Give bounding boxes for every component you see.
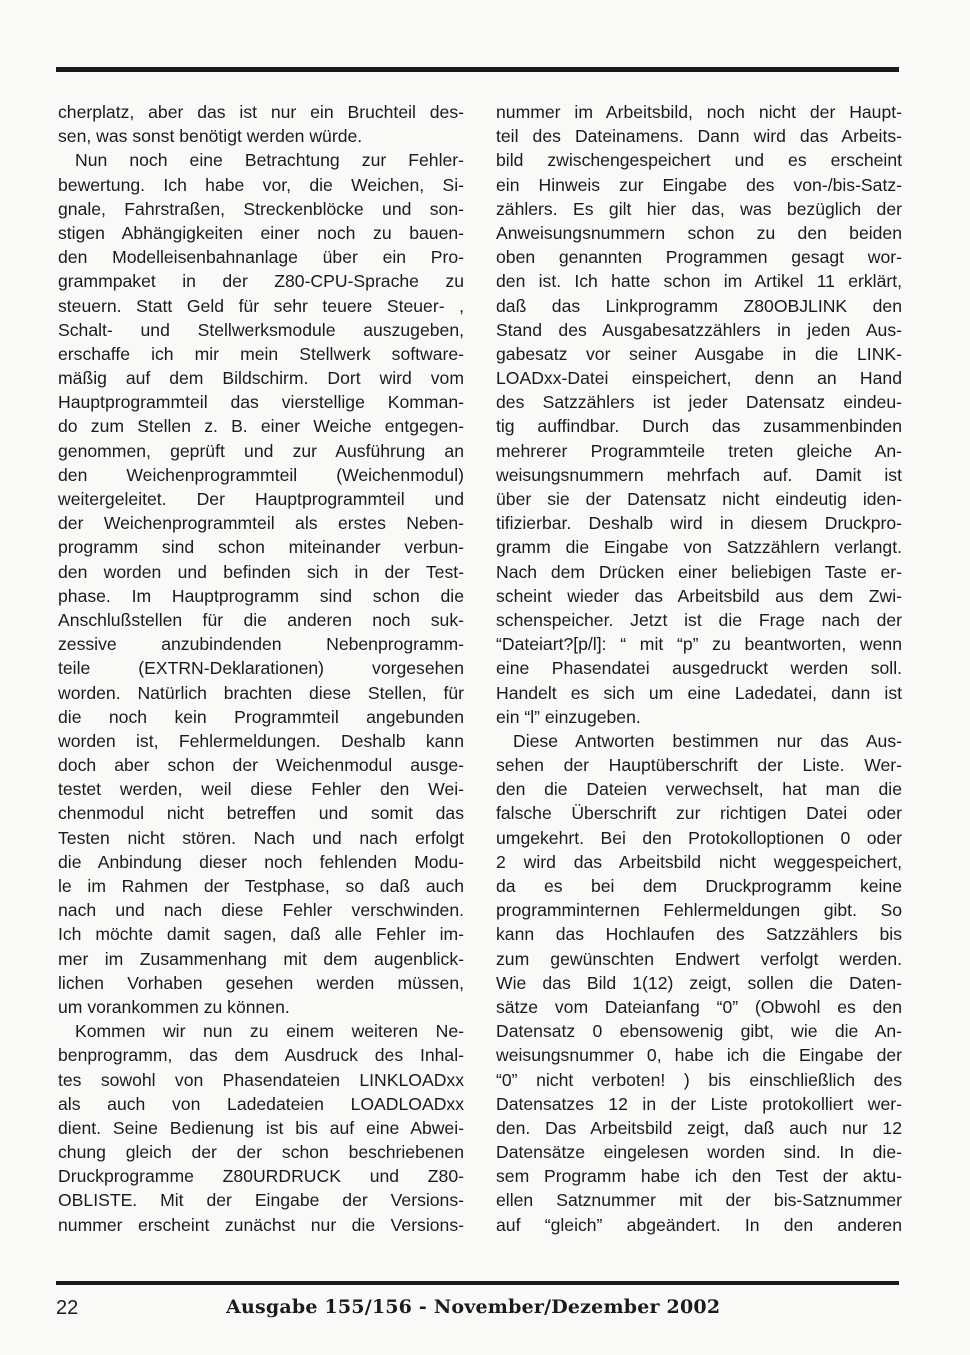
text-line: doch aber schon der Weichenmodul ausge- [58,755,464,776]
text-line: eine Phasendatei ausgedruckt werden soll. [496,658,902,679]
text-line: bewertung. Ich habe vor, die Weichen, Si- [58,174,464,195]
text-line: “0” nicht verboten! ) bis einschließlich des [496,1069,902,1090]
text-line: Handelt es sich um eine Ladedatei, dann ist [496,682,902,703]
text-line: “Dateiart?[p/l]: “ mit “p” zu beantworten, wenn [496,634,902,655]
text-line: tig auffindbar. Durch das zusammenbinden [496,416,902,437]
text-line: lichen Vorhaben gesehen werden müssen, [58,972,464,993]
text-line: OBLISTE. Mit der Eingabe der Versions- [58,1190,464,1211]
text-line: da es bei dem Druckprogramm keine [496,876,902,896]
text-line: 2 wird das Arbeitsbild nicht weggespeichert, [496,851,902,872]
text-line: steuern. Statt Geld für sehr teuere Steuer- , [58,295,464,316]
text-line: mer im Zusammenhang mit dem augenblick- [58,948,464,969]
text-line: Hauptprogrammteil das vierstellige Komman- [58,392,464,413]
text-line: programm sind schon miteinander verbun- [58,537,464,558]
text-line: mäßig auf dem Bildschirm. Dort wird vom [58,368,464,389]
text-line: sen, was sonst benötigt werden würde. [58,126,363,147]
text-line: benprogramm, das dem Ausdruck des Inhal- [58,1045,464,1066]
text-line: chung gleich der der schon beschriebenen [58,1142,464,1163]
text-line: Druckprogramme Z80URDRUCK und Z80- [58,1166,464,1187]
text-line: zessive anzubindenden Nebenprogramm- [58,634,464,655]
text-line: Schalt- und Stellwerksmodule auszugeben, [58,319,464,340]
text-line: worden. Natürlich brachten diese Stellen, für [58,682,464,703]
text-line: worden ist, Fehlermeldungen. Deshalb kann [58,730,464,751]
text-line: über sie der Datensatz nicht eindeutig iden- [496,489,902,509]
text-line: kann das Hochlaufen des Satzzählers bis [496,924,902,945]
text-line: auf “gleich” abgeändert. In den anderen [496,1214,902,1235]
text-line: dient. Seine Bedienung ist bis auf eine Abwei- [58,1117,464,1138]
text-line: grammpaket in der Z80-CPU-Sprache zu [58,271,464,292]
text-line: teil des Dateinamens. Dann wird das Arbeits- [496,126,902,147]
text-line: Datensätze eingelesen worden sind. In die- [496,1142,902,1163]
text-line: zum gewünschten Endwert verfolgt werden. [496,948,902,969]
text-line: Datensatz 0 ebensowenig gibt, wie die An- [496,1021,902,1042]
text-line: den. Das Arbeitsbild zeigt, daß auch nur 12 [496,1117,902,1138]
text-line: den worden und befinden sich in der Test- [58,561,464,582]
text-line: tes sowohl von Phasendateien LINKLOADxx [58,1069,464,1090]
text-line: die noch kein Programmteil angebunden [58,706,464,727]
text-line: Ich möchte damit sagen, daß alle Fehler im- [58,924,464,945]
text-line: stigen Abhängigkeiten einer noch zu bauen- [58,222,464,243]
text-line: nummer erscheint zunächst nur die Versions- [58,1214,464,1235]
text-line: weitergeleitet. Der Hauptprogrammteil und [58,489,464,509]
text-line: den Weichenprogrammteil (Weichenmodul) [58,464,464,485]
text-line: LOADxx-Datei einspeichert, denn an Hand [496,368,902,389]
text-line: zählers. Es gilt hier das, was bezüglich der [496,198,902,219]
text-line: die Anbindung dieser noch fehlenden Modu- [58,851,464,872]
text-line: daß das Linkprogramm Z80OBJLINK den [496,295,902,316]
bottom-rule [56,1281,899,1285]
page-number: 22 [56,1297,79,1319]
text-line: nummer im Arbeitsbild, noch nicht der Haupt- [496,102,902,122]
text-line: weisungsnummern mehrfach auf. Damit ist [496,464,902,485]
text-line: schenspeicher. Jetzt ist die Frage nach der [496,609,902,630]
top-rule [56,67,899,72]
text-line: ein “l” einzugeben. [496,706,641,727]
text-line: Stand des Ausgabesatzzählers in jeden Aus- [496,319,902,340]
text-line: Anschlußstellen für die anderen noch suk- [58,609,464,630]
text-line: genommen, geprüft und zur Ausführung an [58,440,464,461]
text-line: erschaffe ich mir mein Stellwerk software- [58,343,464,364]
text-line: gabesatz vor seiner Ausgabe in die LINK- [496,343,902,364]
text-line: teile (EXTRN-Deklarationen) vorgesehen [58,658,464,679]
text-line: gnale, Fahrstraßen, Streckenblöcke und son- [58,198,464,219]
text-line: sätze vom Dateianfang “0” (Obwohl es den [496,996,902,1017]
text-line: Anweisungsnummern schon zu den beiden [496,222,902,243]
text-line: bild zwischengespeichert und es erscheint [496,150,902,171]
text-line: phase. Im Hauptprogramm sind schon die [58,585,464,606]
text-line: ein Hinweis zur Eingabe des von-/bis-Satz- [496,174,902,195]
text-line: Nach dem Drücken einer beliebigen Taste er- [496,561,902,582]
left-column [58,100,464,1237]
text-line: do zum Stellen z. B. einer Weiche entgegen- [58,416,464,437]
right-column [496,100,902,1237]
text-line: Diese Antworten bestimmen nur das Aus- [513,730,902,751]
text-line: Kommen wir nun zu einem weiteren Ne- [75,1021,464,1042]
text-line: nach und nach diese Fehler verschwinden. [58,900,464,921]
text-line: Wie das Bild 1(12) zeigt, sollen die Daten- [496,972,902,993]
text-line: tifizierbar. Deshalb wird in diesem Druckpro- [496,513,902,534]
text-line: als auch von Ladedateien LOADLOADxx [58,1093,464,1114]
text-line: weisungsnummer 0, habe ich die Eingabe der [496,1045,902,1066]
text-line: den die Dateien verwechselt, hat man die [496,779,902,800]
text-line: oben genannten Programmen gesagt wor- [496,247,902,268]
text-line: sem Programm habe ich den Test der aktu- [496,1166,902,1187]
text-line: um vorankommen zu können. [58,996,290,1017]
text-line: le im Rahmen der Testphase, so daß auch [58,876,464,896]
text-line: umgekehrt. Bei den Protokolloptionen 0 oder [496,827,902,848]
text-line: den Modelleisenbahnanlage über ein Pro- [58,247,464,268]
text-line: gramm die Eingabe von Satzzählern verlangt. [496,537,902,558]
text-line: des Satzzählers ist jeder Datensatz eindeu- [496,392,902,413]
text-line: Datensatzes 12 in der Liste protokolliert wer- [496,1093,902,1114]
text-line: scheint wieder das Arbeitsbild aus dem Zwi- [496,585,902,606]
text-line: falsche Überschrift zur richtigen Datei oder [496,803,902,824]
text-line: der Weichenprogrammteil als erstes Neben- [58,513,464,534]
text-line: chenmodul nicht betreffen und somit das [58,803,464,824]
text-line: Testen nicht stören. Nach und nach erfolgt [58,827,464,848]
text-line: ellen Satznummer mit der bis-Satznummer [496,1190,902,1211]
text-line: den ist. Ich hatte schon im Artikel 11 erklärt, [496,271,902,292]
text-line: programminternen Fehlermeldungen gibt. So [496,900,902,921]
issue-label: Ausgabe 155/156 - November/Dezember 2002 [226,1296,721,1318]
text-line: sehen der Hauptüberschrift der Liste. Wer- [496,755,902,776]
text-line: testet werden, weil diese Fehler den Wei- [58,779,464,800]
text-line: mehrerer Programmteile treten gleiche An- [496,440,902,461]
text-line: cherplatz, aber das ist nur ein Bruchteil des- [58,102,464,122]
text-line: Nun noch eine Betrachtung zur Fehler- [75,150,464,171]
